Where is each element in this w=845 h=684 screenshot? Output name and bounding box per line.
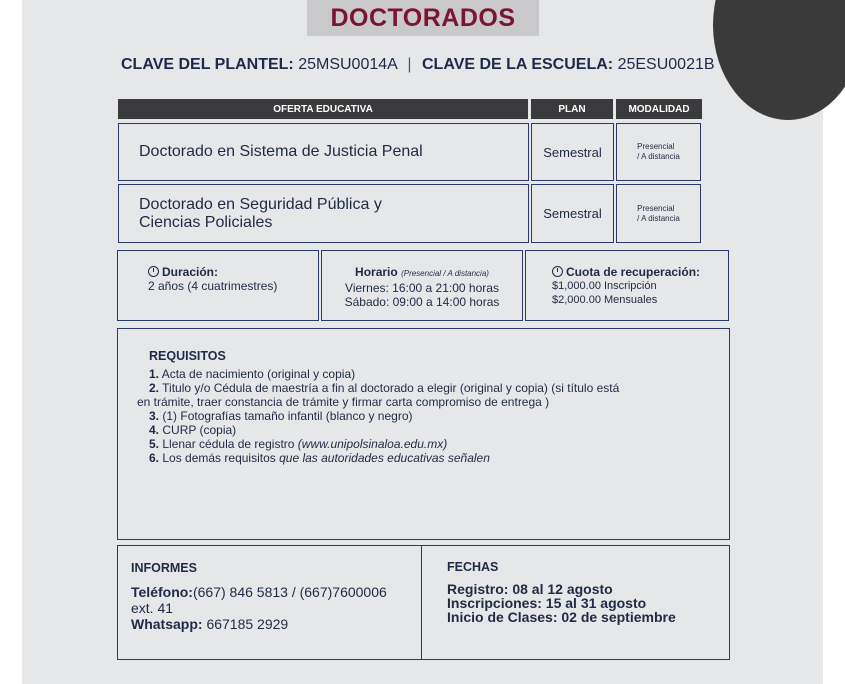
- duracion-value: 2 años (4 cuatrimestres): [148, 279, 278, 293]
- fechas-box: [421, 545, 730, 660]
- horario-label: Horario: [355, 265, 398, 279]
- modalidad-value: [637, 204, 680, 224]
- duracion-box: [117, 250, 319, 321]
- modalidad-value: [637, 142, 680, 162]
- cuota-line-1: $1,000.00 Inscripción: [552, 280, 657, 292]
- horario-box: [321, 250, 523, 321]
- program-name: Doctorado en Sistema de Justicia Penal: [139, 143, 423, 160]
- list-item: 5. Llenar cédula de registro (www.unipolsinaloa.edu.mx): [149, 437, 448, 451]
- clave-escuela-label: CLAVE DE LA ESCUELA:: [422, 56, 614, 73]
- list-item: 3. (1) Fotografías tamaño infantil (blanco y negro): [149, 409, 413, 423]
- clave-plantel-label: CLAVE DEL PLANTEL:: [121, 56, 294, 73]
- plan-cell: [531, 123, 614, 181]
- column-header-modalidad: MODALIDAD: [616, 99, 702, 119]
- horario-sub: (Presencial / A distancia): [401, 269, 489, 278]
- informes-title: INFORMES: [131, 561, 197, 575]
- fecha-inscripciones: Inscripciones: 15 al 31 agosto: [447, 595, 647, 611]
- program-name-line-1: Doctorado en Seguridad Pública y: [139, 195, 382, 213]
- plan-value: Semestral: [543, 144, 602, 160]
- telefono-line: Teléfono:(667) 846 5813 / (667)7600006: [131, 584, 387, 600]
- whatsapp-line: Whatsapp: 667185 2929: [131, 616, 289, 632]
- list-item: 4. CURP (copia): [149, 423, 237, 437]
- separator: |: [407, 56, 412, 73]
- informes-box: [117, 545, 422, 660]
- cuota-box: [525, 250, 729, 321]
- clock-icon: [148, 266, 159, 277]
- cuota-line-2: $2,000.00 Mensuales: [552, 294, 658, 306]
- requisitos-title: REQUISITOS: [149, 349, 226, 363]
- program-name-line-2: Ciencias Policiales: [139, 213, 273, 231]
- list-item-continuation: en trámite, traer constancia de trámite y firmar carta compromiso de entrega ): [137, 395, 550, 409]
- modalidad-line-2: / A distancia: [637, 213, 680, 223]
- duracion-label: Duración:: [162, 265, 219, 279]
- list-item: 6. Los demás requisitos que las autoridades educativas señalen: [149, 451, 490, 465]
- fechas-title: FECHAS: [447, 560, 499, 574]
- modalidad-line-2: / A distancia: [637, 152, 680, 161]
- claves-line: [121, 56, 741, 78]
- modalidad-line-1: Presencial: [637, 203, 675, 213]
- horario-line-1: Viernes: 16:00 a 21:00 horas: [345, 281, 499, 295]
- column-header-oferta: OFERTA EDUCATIVA: [118, 99, 528, 119]
- list-item: 1. Acta de nacimiento (original y copia): [149, 367, 356, 381]
- plan-value: Semestral: [543, 206, 602, 221]
- fecha-registro: Registro: 08 al 12 agosto: [447, 581, 613, 597]
- program-row-2: [118, 184, 529, 243]
- horario-line-2: Sábado: 09:00 a 14:00 horas: [344, 295, 500, 309]
- cuota-label: Cuota de recuperación:: [566, 265, 701, 279]
- modalidad-line-1: Presencial: [637, 142, 675, 151]
- page-title: DOCTORADOS: [330, 3, 516, 32]
- list-item: 2. Titulo y/o Cédula de maestría a fin al doctorado a elegir (original y copia) (si título está: [149, 381, 620, 395]
- clock-icon: [552, 266, 563, 277]
- plan-cell: [531, 184, 614, 243]
- program-name: [139, 196, 382, 232]
- clave-escuela-value: 25ESU0021B: [617, 56, 715, 73]
- title-banner: [307, 0, 539, 36]
- requisitos-box: [117, 328, 730, 540]
- column-header-plan: PLAN: [531, 99, 613, 119]
- modalidad-cell: [616, 123, 701, 181]
- fecha-inicio: Inicio de Clases: 02 de septiembre: [447, 609, 676, 625]
- clave-plantel-value: 25MSU0014A: [298, 56, 397, 73]
- modalidad-cell: [616, 184, 701, 243]
- telefono-ext: ext. 41: [131, 600, 174, 616]
- horario-heading: [322, 265, 522, 281]
- cuota-heading: [552, 265, 716, 279]
- duracion-heading: [148, 265, 306, 279]
- program-row-1: [118, 123, 529, 181]
